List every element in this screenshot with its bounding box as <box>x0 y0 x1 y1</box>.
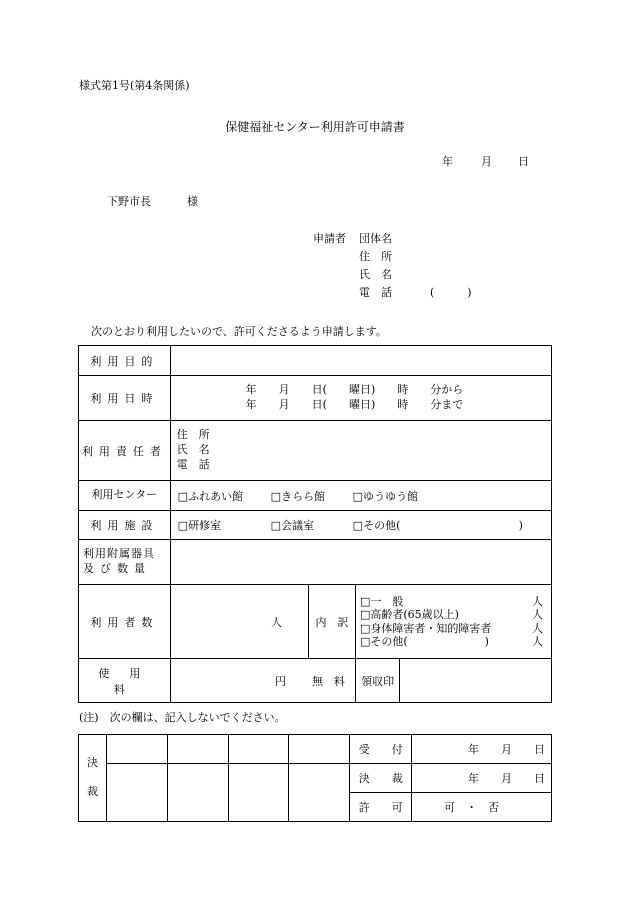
datetime-label: 利用日時 <box>79 376 171 421</box>
schedule-to: 年 月 日( 曜日) 時 分まで <box>245 398 464 411</box>
category-elderly-unit: 人 <box>532 608 543 622</box>
users-total-field[interactable] <box>170 585 308 659</box>
center-label: 利用センター <box>79 481 171 511</box>
fee-free-label: 無 料 <box>311 674 345 688</box>
form-number: 様式第1号(第4条関係) <box>79 79 190 92</box>
category-general[interactable]: □一 般 <box>359 595 404 609</box>
received-date: 年 月 日 <box>412 735 552 764</box>
decided-label: 決 裁 <box>350 764 412 793</box>
facility-label: 利用施設 <box>79 511 171 540</box>
equipment-label-line1: 利用附属器具 <box>83 547 155 561</box>
facility-options <box>170 511 551 540</box>
responsible-name-label: 氏 名 <box>176 443 210 457</box>
applicant-label: 申請者 <box>313 232 346 245</box>
facility-option-training-room[interactable]: □研修室 <box>177 519 222 532</box>
center-options <box>170 481 551 511</box>
category-disabled[interactable]: □身体障害者・知的障害者 <box>359 621 492 635</box>
approval-seal-8 <box>289 764 350 822</box>
permit-label: 許 可 <box>350 793 412 822</box>
decision-label <box>79 735 107 822</box>
fee-unit: 円 <box>274 674 286 688</box>
category-row <box>360 622 543 635</box>
category-row <box>360 635 543 648</box>
responsible-field[interactable] <box>170 421 551 481</box>
office-use-note: (注) 次の欄は、記入しないでください。 <box>79 711 286 724</box>
decision-char2: 裁 <box>86 785 98 798</box>
applicant-phone-label: 電 話 <box>359 286 392 299</box>
approval-seal-1 <box>106 735 167 764</box>
date-day: 日 <box>518 155 529 168</box>
permit-value: 可 ・ 否 <box>412 793 552 822</box>
responsible-address-label: 住 所 <box>176 428 210 442</box>
receipt-label: 領収印 <box>355 659 399 703</box>
fee-field[interactable] <box>170 659 355 703</box>
responsible-label: 利用責任者 <box>79 421 171 481</box>
facility-option-meeting-room[interactable]: □会議室 <box>270 519 315 532</box>
approval-table <box>78 734 552 822</box>
equipment-field[interactable] <box>170 540 551 585</box>
category-other[interactable]: □その他( ) <box>359 634 489 648</box>
category-other-unit: 人 <box>532 634 543 648</box>
users-label: 利用者数 <box>79 585 171 659</box>
lead-text: 次のとおり利用したいので、許可くださるよう申請します。 <box>91 325 387 338</box>
breakdown-label: 内 訳 <box>309 585 356 659</box>
datetime-field[interactable] <box>170 376 551 421</box>
users-unit: 人 <box>271 615 283 629</box>
user-categories <box>360 595 543 648</box>
approval-seal-3 <box>228 735 289 764</box>
applicant-phone-paren: ( ) <box>430 286 472 299</box>
schedule-from: 年 月 日( 曜日) 時 分から <box>245 383 464 397</box>
center-option-yuyu[interactable]: □ゆうゆう館 <box>352 489 419 503</box>
purpose-label: 利用目的 <box>79 346 171 376</box>
category-row <box>360 608 543 621</box>
approval-seal-2 <box>167 735 228 764</box>
decided-date: 年 月 日 <box>412 764 552 793</box>
approval-seal-5 <box>106 764 167 822</box>
addressee <box>107 196 198 207</box>
equipment-label <box>79 540 171 585</box>
category-elderly[interactable]: □高齢者(65歳以上) <box>359 608 459 622</box>
center-option-kirara[interactable]: □きらら館 <box>270 489 326 503</box>
purpose-field[interactable] <box>170 346 551 376</box>
applicant-address-label: 住 所 <box>359 250 392 263</box>
addressee-name: 下野市長 <box>107 195 151 208</box>
fee-label: 使用料 <box>79 659 171 703</box>
decision-char1: 決 <box>86 756 98 770</box>
facility-other-close: ) <box>518 519 523 532</box>
facility-option-other[interactable]: □その他( <box>352 519 401 532</box>
category-general-unit: 人 <box>532 595 543 609</box>
category-row <box>360 595 543 608</box>
form-title: 保健福祉センター利用許可申請書 <box>225 120 405 134</box>
approval-seal-7 <box>228 764 289 822</box>
applicant-name-label: 氏 名 <box>359 268 392 281</box>
receipt-stamp-field <box>400 659 552 703</box>
approval-seal-4 <box>289 735 350 764</box>
responsible-phone-label: 電 話 <box>176 457 210 471</box>
date-year: 年 <box>442 155 453 168</box>
equipment-label-line2: 及び数量 <box>83 562 151 575</box>
application-table <box>78 345 552 703</box>
received-label: 受 付 <box>350 735 412 764</box>
date-month: 月 <box>481 155 492 168</box>
applicant-organization-label: 団体名 <box>359 232 392 245</box>
category-disabled-unit: 人 <box>532 621 543 635</box>
application-date <box>432 156 529 167</box>
approval-seal-6 <box>167 764 228 822</box>
addressee-honorific: 様 <box>187 195 198 208</box>
center-option-fureai[interactable]: □ふれあい館 <box>177 489 244 503</box>
breakdown-field <box>355 585 551 659</box>
